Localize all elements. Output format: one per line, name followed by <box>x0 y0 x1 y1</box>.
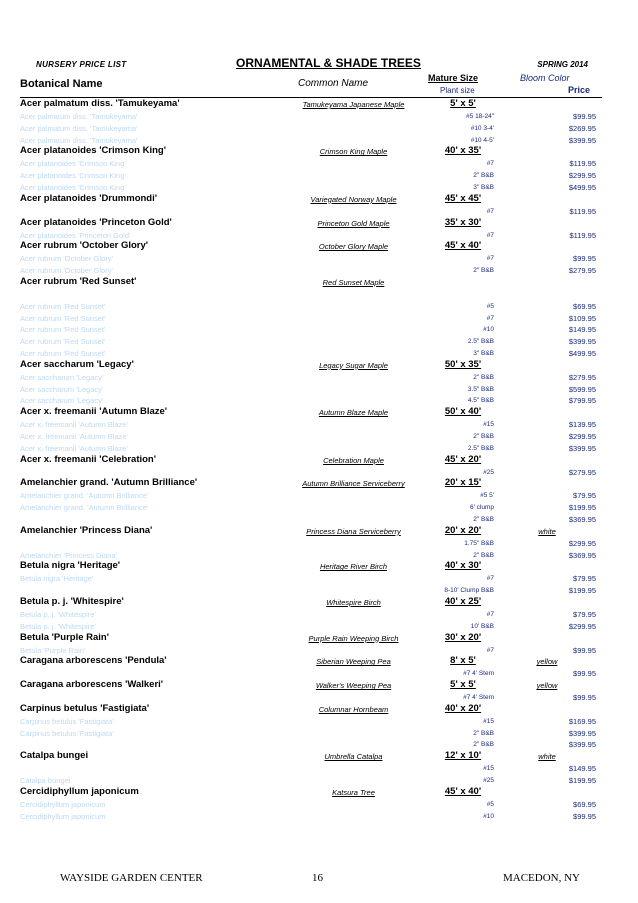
botanical-name: Amelanchier grand. 'Autumn Brilliance' <box>20 491 149 501</box>
variant-row <box>20 572 602 584</box>
botanical-name: Betula p. j. 'Whitespire' <box>20 595 124 607</box>
variant-row <box>20 513 602 525</box>
price: $99.95 <box>573 645 596 655</box>
col-price: Price <box>567 85 590 95</box>
botanical-name: Carpinus betulus 'Fastigiata' <box>20 728 114 738</box>
variant-row <box>20 608 602 620</box>
price: $149.95 <box>568 325 596 335</box>
plant-size: #7 <box>486 575 494 583</box>
plant-size: 2" B&B <box>473 432 494 440</box>
price: $299.95 <box>568 431 596 441</box>
botanical-name: Betula p. j. 'Whitespire' <box>20 621 96 631</box>
plant-size: 3" B&B <box>473 349 494 357</box>
mature-size: 35' x 30' <box>444 216 482 228</box>
price: $119.95 <box>569 230 596 240</box>
common-name: Princeton Gold Maple <box>317 218 390 228</box>
botanical-name: Acer saccharum 'Legacy' <box>20 358 134 370</box>
common-name: Walker's Weeping Pea <box>315 681 392 691</box>
price: $199.95 <box>568 586 596 596</box>
plant-size: #10 3-4' <box>470 124 494 132</box>
price: $299.95 <box>568 621 596 631</box>
plant-row <box>20 655 602 667</box>
plant-size: 2" B&B <box>473 172 494 180</box>
price-table <box>20 98 602 821</box>
price: $119.95 <box>569 159 596 169</box>
variant-row <box>20 252 602 264</box>
botanical-name: Acer saccharum 'Legacy' <box>20 372 104 382</box>
plant-size: 2" B&B <box>473 741 494 749</box>
botanical-name: Betula 'Purple Rain' <box>20 631 109 643</box>
season-label: SPRING 2014 <box>537 60 588 69</box>
variant-row <box>20 430 602 442</box>
botanical-name: Acer palmatum diss. 'Tamukeyama' <box>20 112 138 121</box>
common-name: October Glory Maple <box>318 242 389 252</box>
plant-size: #10 4-5' <box>470 136 494 144</box>
botanical-name: Acer rubrum 'Red Sunset' <box>20 348 106 358</box>
plant-row <box>20 193 602 205</box>
variant-row <box>20 501 602 513</box>
plant-row <box>20 145 602 157</box>
variant-row <box>20 644 602 656</box>
botanical-name: Acer x. freemanii 'Autumn Blaze' <box>20 406 168 418</box>
common-name: Autumn Brilliance Serviceberry <box>302 479 405 489</box>
botanical-name: Caragana arborescens 'Walkeri' <box>20 679 164 691</box>
price: $69.95 <box>573 301 596 311</box>
mature-size: 5' x 5' <box>450 679 476 691</box>
botanical-name: Acer palmatum diss. 'Tamukeyama' <box>20 98 180 109</box>
bloom-color: white <box>538 526 556 536</box>
common-name: Heritage River Birch <box>319 562 388 572</box>
botanical-name: Cercidiphyllum japonicum <box>20 811 106 821</box>
bloom-color: white <box>538 752 556 762</box>
page-number: 16 <box>312 872 323 884</box>
variant-row <box>20 288 602 300</box>
plant-size: #5 5' <box>480 492 494 500</box>
mature-size: 45' x 20' <box>444 453 482 465</box>
plant-row <box>20 596 602 608</box>
botanical-name: Betula p. j. 'Whitespire' <box>20 609 96 619</box>
mature-size: 20' x 20' <box>444 524 482 536</box>
botanical-name: Acer rubrum 'October Glory' <box>20 240 149 252</box>
botanical-name: Betula nigra 'Heritage' <box>20 560 121 572</box>
botanical-name: Amelanchier 'Princess Diana' <box>20 524 153 536</box>
plant-size: #5 <box>486 800 494 808</box>
variant-row <box>20 229 602 241</box>
variant-row <box>20 691 602 703</box>
common-name: Katsura Tree <box>332 787 375 797</box>
price: $499.95 <box>568 182 596 192</box>
variant-row <box>20 347 602 359</box>
variant-row <box>20 110 602 122</box>
plant-size: #7 <box>486 160 494 168</box>
botanical-name: Acer rubrum 'Red Sunset' <box>20 301 106 311</box>
price: $279.95 <box>568 467 596 477</box>
plant-size: #7 <box>486 314 494 322</box>
mature-size: 5' x 5' <box>450 98 476 109</box>
botanical-name: Cercidiphyllum japonicum <box>20 799 106 809</box>
price: $299.95 <box>568 171 596 181</box>
plant-row <box>20 217 602 229</box>
mature-size: 20' x 15' <box>444 477 482 489</box>
mature-size: 45' x 45' <box>444 192 482 204</box>
price: $99.95 <box>573 254 596 264</box>
price: $79.95 <box>573 609 596 619</box>
variant-row <box>20 169 602 181</box>
common-name: Autumn Blaze Maple <box>318 408 389 418</box>
mature-size: 45' x 40' <box>444 785 482 797</box>
mature-size: 8' x 5' <box>450 655 476 667</box>
price: $399.95 <box>568 337 596 347</box>
mature-size: 40' x 30' <box>444 560 482 572</box>
variant-row <box>20 762 602 774</box>
variant-row <box>20 466 602 478</box>
common-name: Legacy Sugar Maple <box>319 360 388 370</box>
botanical-name: Betula nigra 'Heritage' <box>20 574 94 584</box>
plant-row <box>20 703 602 715</box>
variant-row <box>20 810 602 822</box>
plant-size: 3.5" B&B <box>467 385 494 393</box>
variant-row <box>20 394 602 406</box>
botanical-name: Acer x. freemanii 'Autumn Blaze' <box>20 420 128 430</box>
plant-size: #7 <box>486 231 494 239</box>
botanical-name: Acer rubrum 'Red Sunset' <box>20 275 137 287</box>
col-plant-size: Plant size <box>440 86 475 95</box>
plant-size: #25 <box>483 777 494 785</box>
price: $199.95 <box>568 503 596 513</box>
price: $99.95 <box>573 693 596 703</box>
price: $299.95 <box>568 538 596 548</box>
price: $139.95 <box>568 420 596 430</box>
price: $199.95 <box>568 776 596 786</box>
plant-size: #7 4' Stem <box>463 694 494 702</box>
botanical-name: Acer x. freemanii 'Autumn Blaze' <box>20 443 128 453</box>
plant-size: 2" B&B <box>473 729 494 737</box>
plant-size: #7 <box>486 610 494 618</box>
plant-row <box>20 632 602 644</box>
common-name: Tamukeyama Japanese Maple <box>302 100 405 109</box>
price: $799.95 <box>568 396 596 406</box>
mature-size: 30' x 20' <box>444 631 482 643</box>
botanical-name: Acer platanoides 'Drummondi' <box>20 192 158 204</box>
plant-row <box>20 679 602 691</box>
botanical-name: Acer rubrum 'Red Sunset' <box>20 325 106 335</box>
variant-row <box>20 134 602 146</box>
botanical-name: Acer platanoides 'Princeton Gold' <box>20 216 172 228</box>
plant-size: 2" B&B <box>473 551 494 559</box>
col-bloom-color: Bloom Color <box>520 73 570 83</box>
variant-row <box>20 335 602 347</box>
botanical-name: Catalpa bungei <box>20 776 71 786</box>
plant-size: #5 <box>486 302 494 310</box>
price: $119.95 <box>569 206 596 216</box>
price: $149.95 <box>568 764 596 774</box>
bloom-color: yellow <box>536 681 558 691</box>
plant-size: 2" B&B <box>473 373 494 381</box>
price: $99.95 <box>573 112 596 121</box>
price: $399.95 <box>568 740 596 750</box>
plant-size: 10' B&B <box>470 622 494 630</box>
page-footer <box>60 872 580 888</box>
variant-row <box>20 122 602 134</box>
variant-row <box>20 584 602 596</box>
price: $169.95 <box>568 716 596 726</box>
bloom-color: yellow <box>536 657 558 667</box>
variant-row <box>20 620 602 632</box>
list-label: NURSERY PRICE LIST <box>36 60 127 69</box>
mature-size: 40' x 25' <box>444 595 482 607</box>
price: $109.95 <box>568 313 596 323</box>
variant-row <box>20 442 602 454</box>
plant-size: 3" B&B <box>473 183 494 191</box>
botanical-name: Amelanchier grand. 'Autumn Brilliance' <box>20 477 198 489</box>
common-name: Variegated Norway Maple <box>310 194 397 204</box>
variant-row <box>20 157 602 169</box>
plant-size: 1.75" B&B <box>464 539 494 547</box>
plant-size: #10 <box>483 812 494 820</box>
price: $269.95 <box>568 123 596 133</box>
mature-size: 50' x 35' <box>444 358 482 370</box>
plant-row <box>20 406 602 418</box>
common-name: Purple Rain Weeping Birch <box>308 633 399 643</box>
mature-size: 40' x 20' <box>444 702 482 714</box>
variant-row <box>20 727 602 739</box>
variant-row <box>20 418 602 430</box>
plant-row <box>20 240 602 252</box>
mature-size: 40' x 35' <box>444 145 482 157</box>
plant-size: #7 4' Stem <box>463 670 494 678</box>
column-header <box>20 72 602 98</box>
footer-business-name: WAYSIDE GARDEN CENTER <box>60 872 203 884</box>
botanical-name: Acer platanoides 'Crimson King' <box>20 171 126 181</box>
botanical-name: Acer x. freemanii 'Autumn Blaze' <box>20 431 128 441</box>
mature-size: 12' x 10' <box>444 750 482 762</box>
col-botanical-name: Botanical Name <box>20 78 103 90</box>
col-common-name: Common Name <box>298 78 369 89</box>
botanical-name: Acer platanoides 'Crimson King' <box>20 182 126 192</box>
plant-row <box>20 750 602 762</box>
plant-row <box>20 276 602 288</box>
plant-row <box>20 525 602 537</box>
price: $279.95 <box>568 372 596 382</box>
botanical-name: Acer platanoides 'Princeton Gold' <box>20 230 131 240</box>
botanical-name: Amelanchier 'Princess Diana' <box>20 550 118 560</box>
botanical-name: Acer rubrum 'Red Sunset' <box>20 337 106 347</box>
mature-size: 50' x 40' <box>444 406 482 418</box>
plant-size: 2" B&B <box>473 515 494 523</box>
plant-row <box>20 560 602 572</box>
botanical-name: Acer palmatum diss. 'Tamukeyama' <box>20 123 138 133</box>
botanical-name: Caragana arborescens 'Pendula' <box>20 655 167 667</box>
plant-size: #7 <box>486 207 494 215</box>
price: $69.95 <box>573 799 596 809</box>
common-name: Umbrella Catalpa <box>324 752 383 762</box>
botanical-name: Acer rubrum 'Red Sunset' <box>20 313 106 323</box>
price: $399.95 <box>568 443 596 453</box>
price: $99.95 <box>573 811 596 821</box>
botanical-name: Carpinus betulus 'Fastigiata' <box>20 702 150 714</box>
variant-row <box>20 667 602 679</box>
plant-row <box>20 477 602 489</box>
botanical-name: Acer saccharum 'Legacy' <box>20 396 104 406</box>
price: $369.95 <box>568 514 596 524</box>
variant-row <box>20 798 602 810</box>
variant-row <box>20 323 602 335</box>
price: $399.95 <box>568 135 596 145</box>
variant-row <box>20 537 602 549</box>
variant-row <box>20 312 602 324</box>
variant-row <box>20 371 602 383</box>
plant-size: 6' clump <box>469 504 494 512</box>
variant-row <box>20 383 602 395</box>
plant-size: #15 <box>483 765 494 773</box>
botanical-name: Amelanchier grand. 'Autumn Brilliance' <box>20 503 149 513</box>
plant-size: #7 <box>486 646 494 654</box>
common-name: Crimson King Maple <box>319 147 388 157</box>
variant-row <box>20 300 602 312</box>
variant-row <box>20 205 602 217</box>
plant-size: #15 <box>483 421 494 429</box>
footer-location: MACEDON, NY <box>503 872 580 884</box>
plant-size: #5 18-24" <box>466 113 494 120</box>
botanical-name: Acer rubrum 'October Glory' <box>20 266 113 276</box>
variant-row <box>20 738 602 750</box>
botanical-name: Acer saccharum 'Legacy' <box>20 384 104 394</box>
plant-size: #10 <box>483 326 494 334</box>
botanical-name: Acer rubrum 'October Glory' <box>20 254 113 264</box>
mature-size: 45' x 40' <box>444 240 482 252</box>
botanical-name: Catalpa bungei <box>20 750 89 762</box>
price: $279.95 <box>568 266 596 276</box>
common-name: Celebration Maple <box>323 455 384 465</box>
botanical-name: Acer platanoides 'Crimson King' <box>20 145 166 157</box>
plant-size: 2.5" B&B <box>467 338 494 346</box>
plant-size: 2.5" B&B <box>467 444 494 452</box>
common-name: Whitespire Birch <box>326 597 381 607</box>
plant-row <box>20 98 602 110</box>
botanical-name: Acer x. freemanii 'Celebration' <box>20 453 156 465</box>
plant-size: 2" B&B <box>473 267 494 275</box>
price: $369.95 <box>568 550 596 560</box>
plant-size: #15 <box>483 717 494 725</box>
price: $79.95 <box>573 491 596 501</box>
plant-size: 4.5" B&B <box>467 397 494 405</box>
botanical-name: Cercidiphyllum japonicum <box>20 785 139 797</box>
botanical-name: Acer platanoides 'Crimson King' <box>20 159 126 169</box>
common-name: Princess Diana Serviceberry <box>306 526 401 536</box>
price: $79.95 <box>573 574 596 584</box>
price: $399.95 <box>568 728 596 738</box>
common-name: Red Sunset Maple <box>322 277 385 287</box>
variant-row <box>20 489 602 501</box>
variant-row <box>20 715 602 727</box>
botanical-name: Carpinus betulus 'Fastigiata' <box>20 716 114 726</box>
plant-row <box>20 786 602 798</box>
botanical-name: Acer palmatum diss. 'Tamukeyama' <box>20 135 138 145</box>
common-name: Columnar Hornbeam <box>318 704 389 714</box>
price: $499.95 <box>568 348 596 358</box>
price: $599.95 <box>568 384 596 394</box>
price: $99.95 <box>573 669 596 679</box>
plant-row <box>20 454 602 466</box>
plant-size: #7 <box>486 255 494 263</box>
col-mature-size: Mature Size <box>428 73 479 83</box>
plant-size: 8-10' Clump B&B <box>444 587 494 595</box>
page-title: ORNAMENTAL & SHADE TREES <box>236 56 421 70</box>
variant-row <box>20 549 602 561</box>
botanical-name: Betula 'Purple Rain' <box>20 645 86 655</box>
plant-size: #25 <box>483 468 494 476</box>
variant-row <box>20 181 602 193</box>
variant-row <box>20 774 602 786</box>
common-name: Siberian Weeping Pea <box>316 657 391 667</box>
variant-row <box>20 264 602 276</box>
plant-row <box>20 359 602 371</box>
